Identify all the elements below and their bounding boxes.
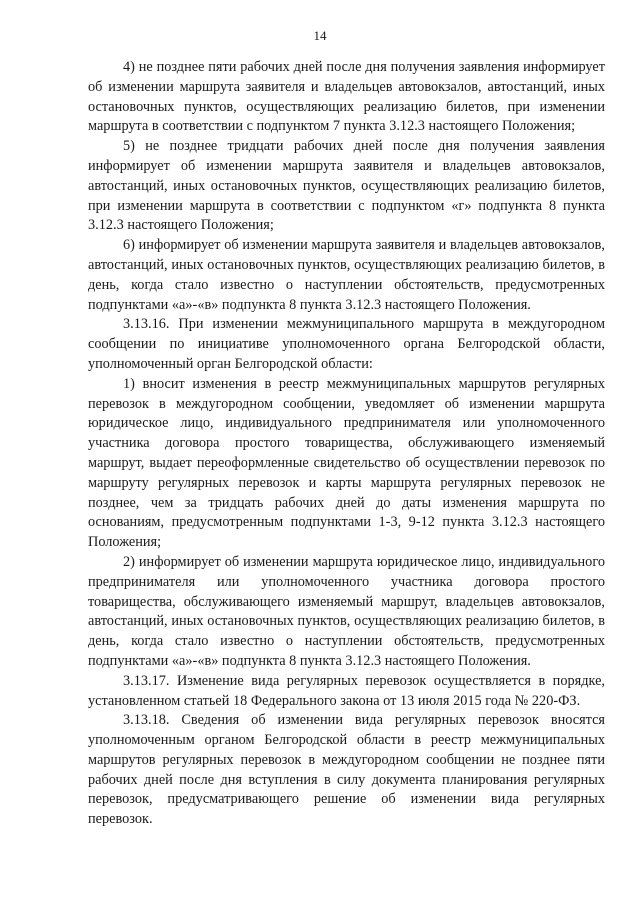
paragraph-sub-1: 1) вносит изменения в реестр межмуниципальных маршрутов регулярных перевозок в междугородном сообщении, уведомляет об изменении маршрута юридическое лицо, индивидуального предпринимателя или уполномоченного участника договора простого товарищества, обслуживающего изменяемый маршрут, выдает переоформленные свидетельство об осуществлении перевозок по маршруту регулярных перевозок и карты маршрута регулярных перевозок не позднее, чем за тридцать рабочих дней до даты изменения маршрута по основаниям, предусмотренным подпунктами 1-3, 9-12 пункта 3.12.3 настоящего Положения; xyxy=(88,375,605,551)
paragraph-3-13-16: 3.13.16. При изменении межмуниципального маршрута в междугородном сообщении по инициативе уполномоченного органа Белгородской области, уполномоченный орган Белгородской области: xyxy=(88,316,605,372)
paragraph-3-13-18: 3.13.18. Сведения об изменении вида регулярных перевозок вносятся уполномоченным органом Белгородской области в реестр межмуниципальных маршрутов регулярных перевозок в междугородном сообщении не позднее пяти рабочих дней после дня вступления в силу документа планирования регулярных перевозок, предусматривающего решение об изменении вида регулярных перевозок. xyxy=(88,712,605,828)
document-body xyxy=(88,58,605,830)
page-number: 14 xyxy=(313,28,327,43)
paragraph-item-4: 4) не позднее пяти рабочих дней после дня получения заявления информирует об изменении маршрута заявителя и владельцев автовокзалов, автостанций, иных остановочных пунктов, осуществляющих реализацию билетов, при изменении маршрута в соответствии с подпунктом 7 пункта 3.12.3 настоящего Положения; xyxy=(88,59,605,135)
paragraph-3-13-17: 3.13.17. Изменение вида регулярных перевозок осуществляется в порядке, установленном статьей 18 Федерального закона от 13 июля 2015 года № 220-ФЗ. xyxy=(88,672,605,709)
paragraph-item-5: 5) не позднее тридцати рабочих дней после дня получения заявления информирует об изменении маршрута заявителя и владельцев автовокзалов, автостанций, иных остановочных пунктов, осуществляющих реализацию билетов, при изменении маршрута в соответствии с подпунктом «г» подпункта 8 пункта 3.12.3 настоящего Положения; xyxy=(88,138,605,234)
paragraph-sub-2: 2) информирует об изменении маршрута юридическое лицо, индивидуального предпринимателя или уполномоченного участника договора простого товарищества, обслуживающего изменяемый маршрут, владельцев автовокзалов, автостанций, иных остановочных пунктов, осуществляющих реализацию билетов, в день, когда стало известно о наступлении обстоятельств, предусмотренных подпунктами «а»-«в» подпункта 8 пункта 3.12.3 настоящего Положения. xyxy=(88,553,605,669)
paragraph-item-6: 6) информирует об изменении маршрута заявителя и владельцев автовокзалов, автостанций, иных остановочных пунктов, осуществляющих реализацию билетов, в день, когда стало известно о наступлении обстоятельств, предусмотренных подпунктами «а»-«в» подпункта 8 пункта 3.12.3 настоящего Положения. xyxy=(88,237,605,313)
